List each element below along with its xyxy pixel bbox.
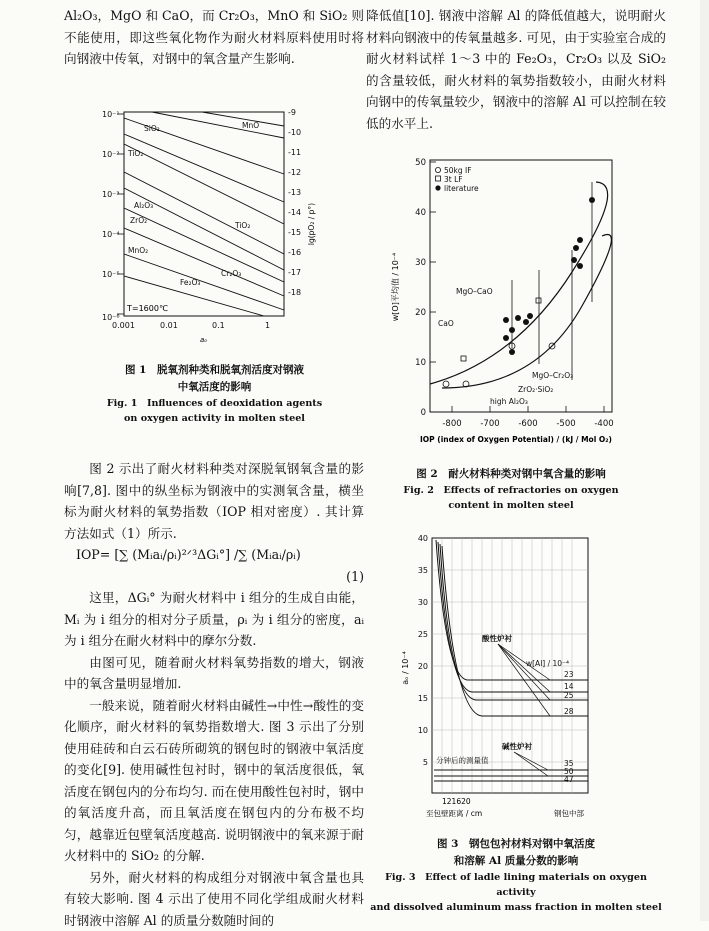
equation-number: (1) [64,566,364,588]
fig1-caption-zh-1: 图 1 脱氧剂种类和脱氧剂活度对钢液 [92,362,337,379]
fig1-curve-label: TiO₂ [127,149,143,158]
fig1-right-tick: -10 [288,128,301,137]
figure-3-caption [366,836,666,915]
fig3-x-label-right: 钢包中部 [554,808,584,818]
right-column-top [366,5,666,134]
fig2-label: MgO–CaO [456,287,493,296]
fig3-basic-value: 35 [564,759,574,768]
fig3-caption-zh-1: 图 3 钢包包衬材料对钢中氧活度 [366,836,666,853]
fig2-label: ZrO₂·SiO₂ [518,385,553,394]
fig2-y-tick: 40 [415,208,426,218]
fig3-acid-value: 23 [564,670,574,679]
figure-1-caption [92,362,337,426]
fig1-curve-label: ZrO₂ [130,216,147,225]
figure-1-chart [92,104,337,350]
fig1-right-tick: -17 [288,268,301,277]
fig3-basic-label: 碱性炉衬 [502,741,532,751]
fig3-caption-en-1: Fig. 3 Effect of ladle lining materials on oxygen activity [366,870,666,900]
left-top-paragraph: Al₂O₃，MgO 和 CaO，而 Cr₂O₃，MnO 和 SiO₂ 则不能使用，即这些氧化物作为耐火材料原料使用时将向钢液中传氧，对钢中的氧含量产生影响. [64,5,364,70]
fig1-curve-label: Cr₂O₃ [221,269,241,278]
left-paragraph-1: 图 2 示出了耐火材料种类对深脱氧钢氧含量的影响[7,8]. 图中的纵坐标为钢液中的实测氧含量，横坐标为耐火材料的氧势指数（IOP 相对密度）. 其计算方法如式（1）所示. [64,458,364,544]
fig1-curve-label: TiO₂ [234,221,250,230]
fig2-x-label: IOP (index of Oxygen Potential) / (kJ / Mol O₂) [420,435,612,444]
fig1-right-tick: -11 [288,148,301,157]
fig1-right-tick: -18 [288,288,301,297]
fig3-caption-en-2: and dissolved aluminum mass fraction in molten steel [366,900,666,915]
fig2-caption-zh: 图 2 耐火材料种类对钢中氧含量的影响 [380,466,642,483]
fig3-y-tick: 10 [418,726,428,735]
left-paragraph-5: 另外，耐火材料的构成组分对钢液中氧含量也具有较大影响. 图 4 示出了使用不同化学组成耐火材料时钢液中溶解 Al 的质量分数随时间的 [64,867,364,931]
fig2-label: high Al₂O₃ [490,397,528,406]
fig1-left-tick: 10⁻⁵ [102,270,120,279]
fig3-y-tick: 20 [418,662,428,671]
fig2-legend-entry: 3t LF [444,175,463,184]
page-edge [700,0,709,921]
fig2-y-tick: 20 [415,308,426,318]
fig1-right-tick: -12 [288,168,301,177]
fig2-legend-entry: literature [444,184,479,193]
fig3-y-tick: 25 [418,630,428,639]
fig2-x-tick: -700 [480,419,499,429]
fig1-curve-label: Al₂O₃ [134,201,153,210]
fig2-label: CaO [438,319,454,328]
fig2-legend-entry: 50kg IF [444,166,472,175]
fig2-caption-en-1: Fig. 2 Effects of refractories on oxygen [380,483,642,498]
fig3-acid-label: 酸性炉衬 [482,633,512,643]
fig1-right-tick: -16 [288,248,301,257]
fig3-x-note: 121620 [442,797,471,806]
fig1-bottom-tick: 0.001 [112,321,135,330]
fig1-curve-label: SiO₂ [144,124,160,133]
fig2-y-tick: 50 [415,158,426,168]
left-column-top [64,5,364,70]
fig3-y-tick: 30 [418,598,428,607]
fig1-right-tick: -13 [288,188,301,197]
fig1-bottom-tick: 0.1 [212,321,225,330]
fig1-bottom-tick: 0.01 [160,321,178,330]
figure-2-chart [386,152,620,452]
left-column-body [64,458,364,931]
right-top-paragraph: 降低值[10]. 钢液中溶解 Al 的降低值越大，说明耐火材料向钢液中的传氧量越多. 可见，由于实验室合成的耐火材料试样 1～3 中的 Fe₂O₃，Cr₂O₃ 以及 SiO₂ 的含量较低，耐火材料的氧势指数较小，由耐火材料向钢中的传氧量较少，钢液中的溶解 Al 可以控制在较低的水平上. [366,5,666,134]
figure-3-chart [398,530,598,830]
fig1-left-tick: 10⁻² [102,150,120,159]
fig2-y-label: w[O]平均值 / 10⁻⁴ [390,253,400,321]
equation-1: IOP= [∑ (Mᵢaᵢ/ρᵢ)²ᐟ³ΔGᵢ°] /∑ (Mᵢaᵢ/ρᵢ) [64,544,364,566]
fig3-y-tick: 40 [418,534,428,543]
fig1-right-tick: -14 [288,208,301,217]
fig2-x-tick: -800 [442,419,461,429]
fig2-caption-en-2: content in molten steel [380,498,642,513]
fig3-x-label-left: 至包壁距离 / cm [426,808,482,818]
fig3-acid-value: 28 [564,707,574,716]
fig3-y-label: aₒ / 10⁻⁴ [401,651,410,685]
left-paragraph-2: 这里，ΔGᵢ° 为耐火材料中 i 组分的生成自由能，Mᵢ 为 i 组分的相对分子质量，ρᵢ 为 i 组分的密度，aᵢ 为 i 组分在耐火材料中的摩尔分数. [64,587,364,652]
fig1-curve-label: MnO [242,121,259,130]
fig3-acid-value: 25 [564,691,574,700]
fig1-right-tick: -15 [288,228,301,237]
fig3-caption-zh-2: 和溶解 Al 质量分数的影响 [366,853,666,870]
fig3-y-tick: 5 [423,758,428,767]
fig1-left-tick: 10⁻⁴ [102,230,120,239]
fig1-caption-en-1: Fig. 1 Influences of deoxidation agents [92,396,337,411]
fig3-basic-value: 47 [564,775,574,784]
fig1-bottom-tick: 1 [265,321,270,330]
fig2-x-tick: -400 [594,419,613,429]
fig1-right-axis-label: lg(pO₂ / p°) [307,203,316,245]
fig1-left-tick: 10⁻¹ [102,110,120,119]
fig3-bottom-note: 分钟后的测量值 [436,755,489,765]
fig1-temperature-label: T=1600℃ [126,304,168,313]
left-paragraph-3: 由图可见，随着耐火材料氧势指数的增大，钢液中的氧含量明显增加. [64,652,364,695]
fig3-y-tick: 15 [418,694,428,703]
fig1-caption-zh-2: 中氧活度的影响 [92,379,337,396]
fig2-y-tick: 30 [415,258,426,268]
fig3-basic-value: 50 [564,767,574,776]
fig1-curve-label: MnO₂ [128,246,148,255]
left-paragraph-4: 一般来说，随着耐火材料由碱性→中性→酸性的变化顺序，耐火材料的氧势指数增大. 图 3 示出了分别使用硅砖和白云石砖所砌筑的钢包时的钢液中氧活度的变化[9]. 使用碱性包衬时，钢中的氧活度很低，氧活度在钢包内的分布均匀. 而在使用酸性包衬时，钢中的氧活度升高，而且氧活度在钢包内的分布极不均匀，越靠近包壁氧活度越高. 说明钢液中的氧来源于耐火材料中的 SiO₂ 的分解. [64,695,364,867]
fig1-caption-en-2: on oxygen activity in molten steel [92,411,337,426]
fig1-bottom-axis-label: aₒ [200,336,207,344]
fig2-y-tick: 0 [421,408,426,418]
fig1-right-tick: -9 [288,108,296,117]
fig1-curve-label: Fe₂O₃ [180,278,200,287]
fig1-left-tick: 10⁻⁶ [102,313,120,322]
fig2-x-tick: -500 [556,419,575,429]
fig2-x-tick: -600 [518,419,537,429]
fig3-al-label: w[Al] / 10⁻⁴ [526,659,569,668]
fig1-left-tick: 10⁻³ [102,190,120,199]
figure-2-caption [380,466,642,513]
fig3-y-tick: 35 [418,566,428,575]
fig3-acid-value: 14 [564,682,574,691]
fig2-y-tick: 10 [415,358,426,368]
fig2-label: MgO–Cr₂O₃ [532,371,573,380]
